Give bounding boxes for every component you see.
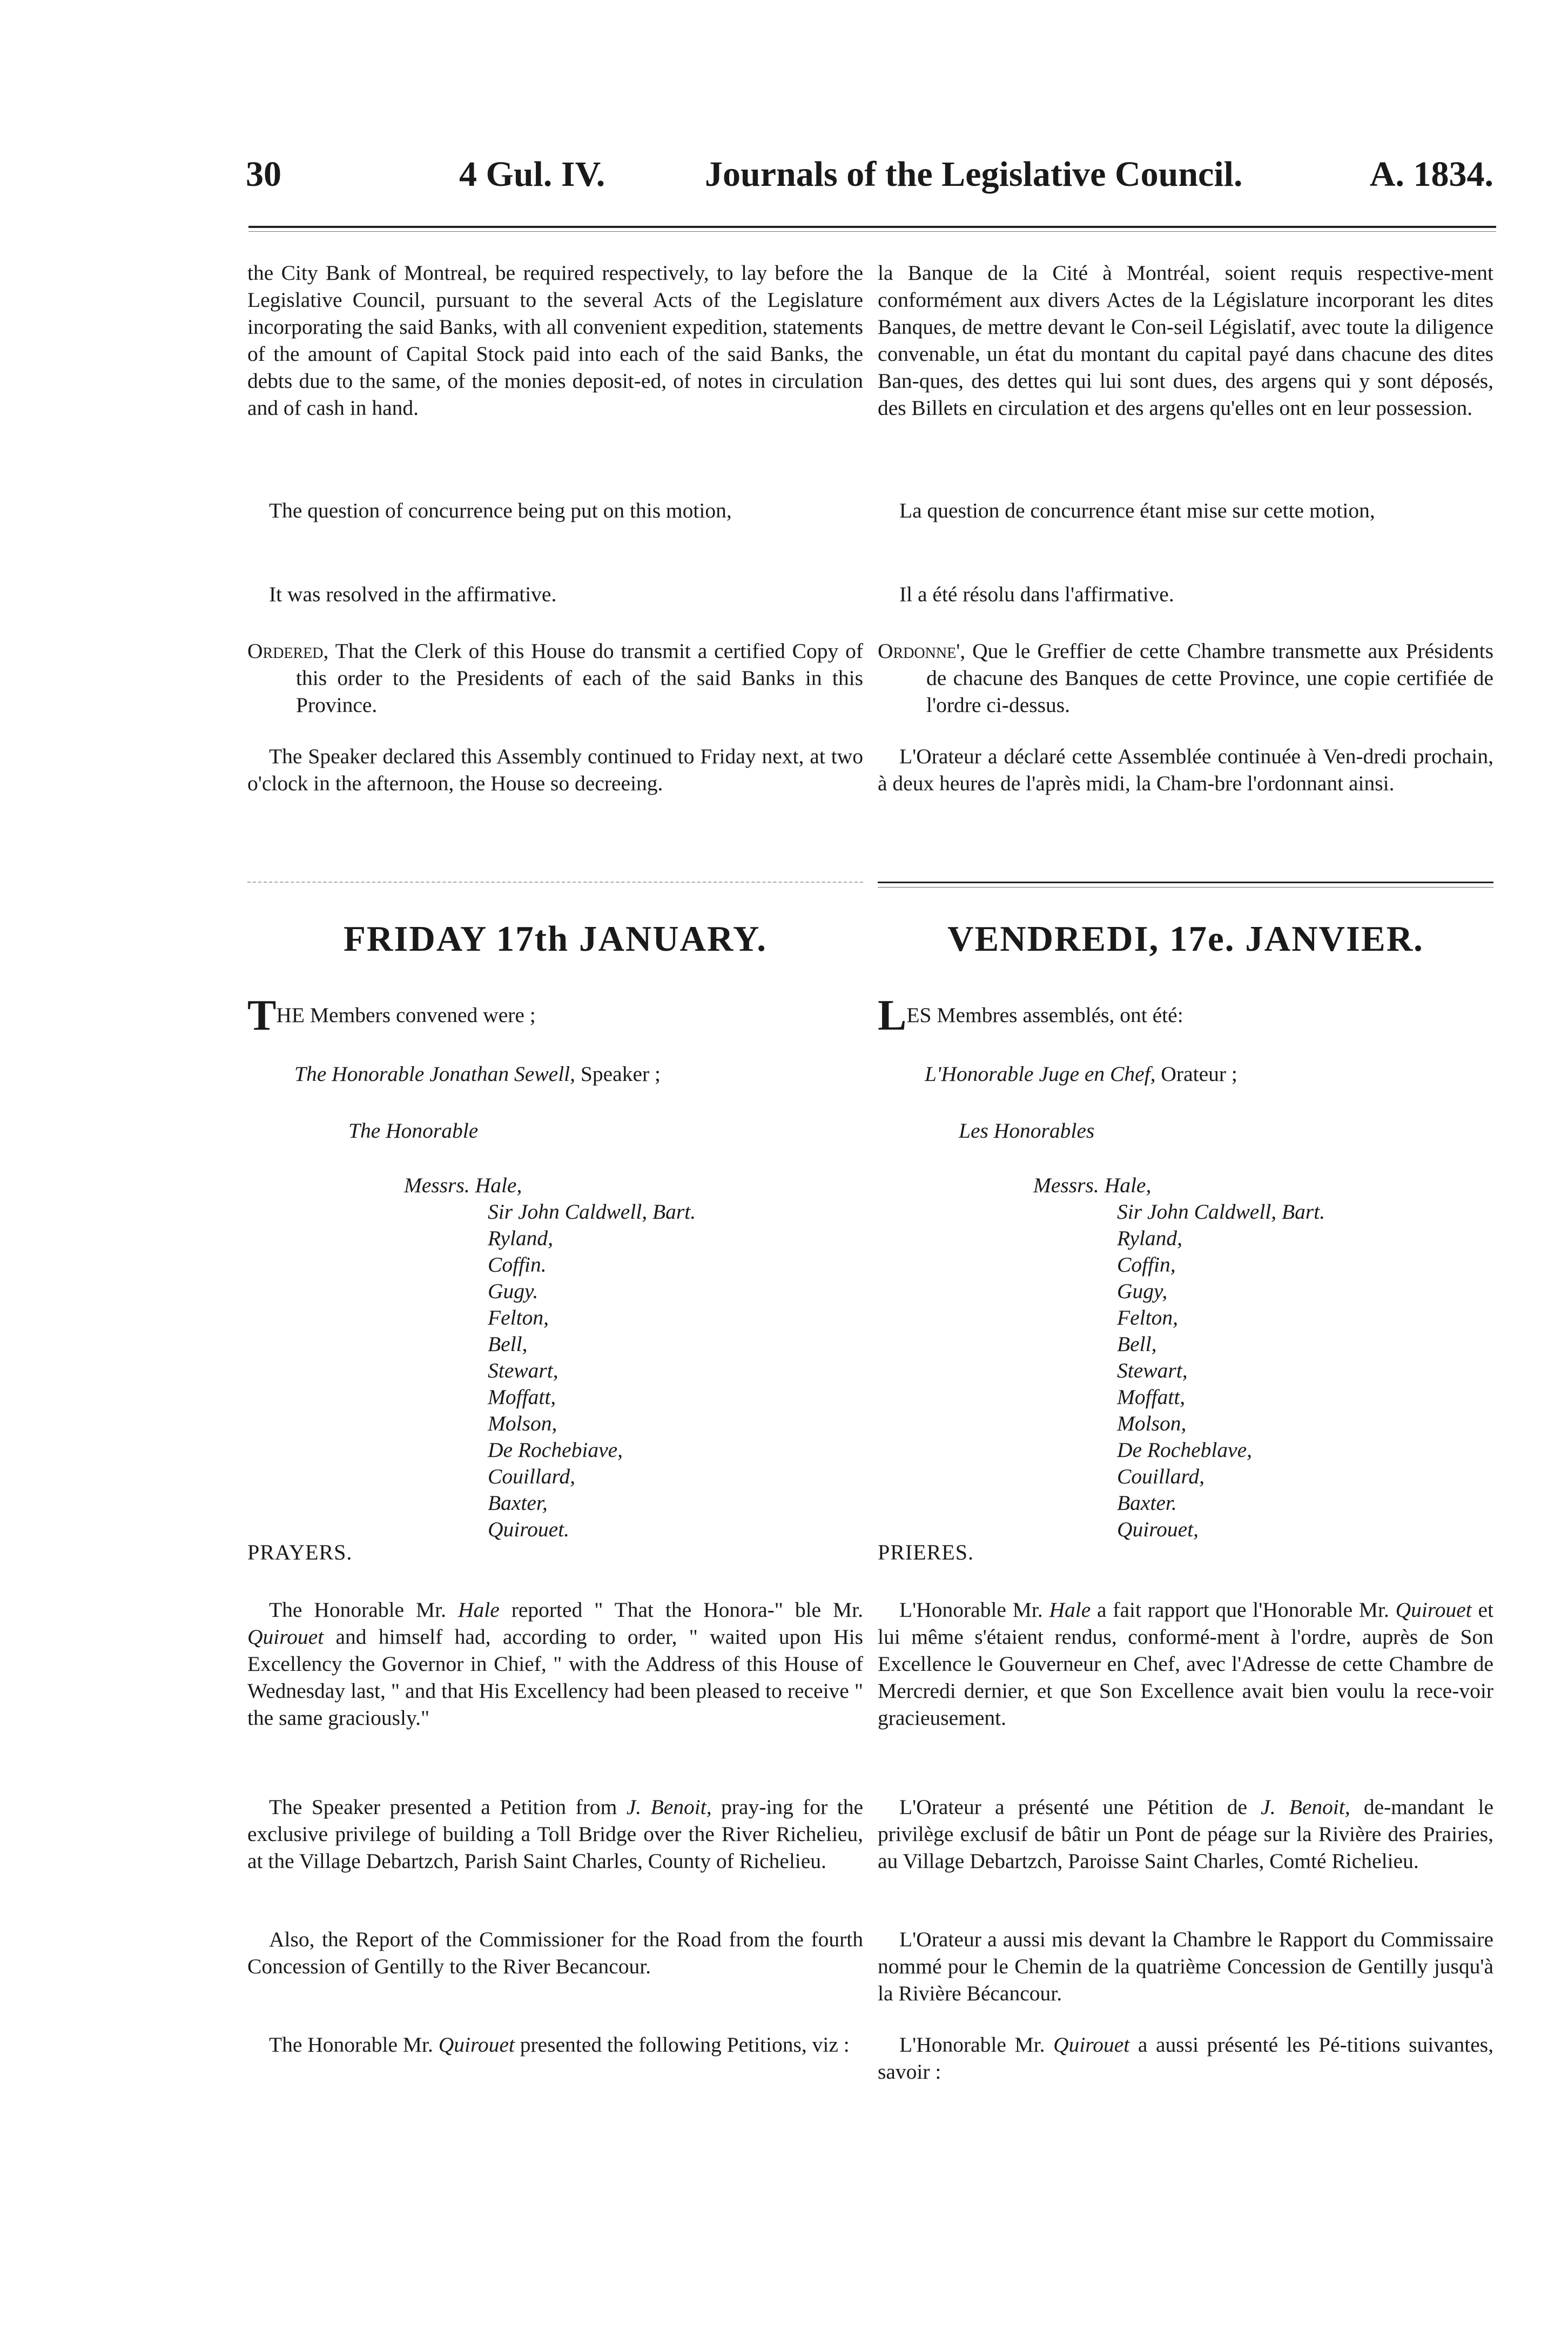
ordered-text: That the Clerk of this House do transmit a certified Copy of this order to the Presidents of each of the said Banks in this Province. [296,639,863,717]
text: pray-ing for the exclusive privilege of building a Toll Bridge over the River Richelieu, at the Village Debartzch, Parish Saint Charles, County of Richelieu. [247,1795,864,1873]
members-text: ES Membres assemblés, ont été: [906,1003,1183,1027]
member-name: Quirouet [1395,1598,1472,1622]
french-report-commissioner: L'Orateur a aussi mis devant la Chambre le Rapport du Commissaire nommé pour le Chemin de la quatrième Concession de Gentilly jusqu'à la Rivière Bécancour. [878,1927,1493,2005]
english-petition-paragraph [247,1793,863,1874]
section-divider-french [878,882,1493,883]
english-report-paragraph [247,1596,863,1731]
speaker-name: L'Honorable Juge en Chef, [925,1062,1156,1086]
ordonne-label: Ordonne', [878,639,966,663]
messrs-line: Messrs. Hale, [1033,1173,1152,1197]
french-continuation: la Banque de la Cité à Montréal, soient requis respective-ment conformément aux divers Actes de la Législature incorporant les dites Banques, de mettre devant le Con-seil Législatif, avec toute la diligence convenable, un état du montant du capital payé dans chacune des dites Ban-ques, des dettes qui lui sont dues, des argens qui y sont déposés, des Billets en circulation et des argens qu'elles ont en leur possession. [878,261,1493,420]
speaker-name: The Honorable Jonathan Sewell, [294,1062,576,1086]
members-text: HE Members convened were ; [276,1003,536,1027]
text: de-mandant le privilège exclusif de bâtir un Pont de péage sur la Rivière des Prairies, au Village Debartzch, Paroisse Saint Charles, Comté Richelieu. [878,1795,1493,1873]
member-name: Felton, [488,1306,549,1329]
regnal-year: 4 Gul. IV. [459,154,605,194]
journal-title: Journals of the Legislative Council. [705,154,1243,194]
french-member-list [1033,1172,1325,1543]
member-name: Felton, [1117,1306,1178,1329]
french-adjournment: L'Orateur a déclaré cette Assemblée continuée à Ven-dredi prochain, à deux heures de l'après midi, la Cham-bre l'ordonnant ainsi. [878,744,1493,795]
header-rule-thin [248,231,1496,232]
text: reported " That the Honora-" ble Mr. [511,1598,863,1622]
running-header [246,154,1493,208]
text: a aussi présenté les Pé-titions suivantes, savoir : [878,2033,1494,2084]
member-name: Stewart, [488,1359,558,1382]
member-name: Molson, [1117,1412,1187,1435]
section-divider-english [247,882,863,883]
french-petitions-presented [878,2031,1493,2085]
speaker-role: Orateur ; [1161,1062,1237,1086]
member-name: Molson, [488,1412,557,1435]
speaker-role: Speaker ; [580,1062,661,1086]
messrs-line: Messrs. Hale, [404,1173,522,1197]
member-name: Sir John Caldwell, Bart. [488,1200,696,1224]
member-name: Moffatt, [1117,1385,1186,1409]
text: et lui même s'étaient rendus, conformé-ment à l'ordre, auprès de Son Excellence le Gouverneur en Chef, avec l'Adresse de cette Chambre de Mercredi dernier, et que Son Excellence avait bien voulu la rece-voir gracieusement. [878,1598,1494,1730]
english-resolved: It was resolved in the affirmative. [269,582,557,606]
member-name: Couillard, [488,1464,576,1488]
header-rule [248,226,1496,228]
french-members-convened [878,994,1183,1037]
section-divider-french-thin [878,887,1493,888]
english-honorable: The Honorable [348,1119,479,1143]
english-adjournment: The Speaker declared this Assembly continued to Friday next, at two o'clock in the afternoon, the House so decreeing. [247,744,863,795]
english-continuation: the City Bank of Montreal, be required respectively, to lay before the Legislative Council, pursuant to the several Acts of the Legislature incorporating the said Banks, with all convenient expedition, statements of the amount of Capital Stock paid into each of the said Banks, the debts due to the same, of the monies deposit-ed, of notes in circulation and of cash in hand. [247,261,863,420]
member-name: Coffin. [488,1253,547,1276]
member-name: Bell, [1117,1332,1157,1356]
member-name: De Rochebiave, [488,1438,623,1462]
member-name: Stewart, [1117,1359,1188,1382]
text: L'Honorable Mr. [899,1598,1043,1622]
french-prayers-heading: PRIERES. [878,1540,974,1564]
french-petition-paragraph [878,1793,1493,1874]
english-speaker-line [294,1061,661,1086]
english-members-convened [247,994,536,1037]
french-honorable: Les Honorables [959,1119,1095,1143]
member-name: Ryland, [488,1226,554,1250]
french-day-heading: VENDREDI, 17e. JANVIER. [947,919,1424,959]
text: The Speaker presented a Petition from [269,1795,617,1819]
member-name: Ryland, [1117,1226,1183,1250]
member-name: Quirouet, [1117,1517,1199,1541]
text: The Honorable Mr. [269,1598,446,1622]
member-name: De Rocheblave, [1117,1438,1253,1462]
member-name: Hale [457,1598,500,1622]
english-ordered [247,637,863,718]
member-name: Quirouet [247,1625,324,1649]
member-name: Coffin, [1117,1253,1176,1276]
member-name: Hale [1049,1598,1091,1622]
ordered-label: Ordered, [247,639,329,663]
text: L'Honorable Mr. [899,2033,1045,2057]
text: a fait rapport que l'Honorable Mr. [1097,1598,1389,1622]
member-name: Quirouet [438,2033,515,2057]
member-name: Sir John Caldwell, Bart. [1117,1200,1325,1224]
english-prayers-heading: PRAYERS. [247,1540,353,1564]
page-number: 30 [246,154,281,194]
member-name: Quirouet. [488,1517,570,1541]
text: L'Orateur a présenté une Pétition de [899,1795,1247,1819]
english-member-list [404,1172,696,1543]
text: and himself had, according to order, " waited upon His Excellency the Governor in Chief, " with the Address of this House of Wednesday last, " and that His Excellency had been pleased to receive " the same graciously." [247,1625,863,1730]
petitioner-name: J. Benoit, [626,1795,712,1819]
drop-cap: L [878,992,907,1039]
member-name: Gugy. [488,1279,539,1303]
french-report-paragraph [878,1596,1493,1731]
member-name: Baxter, [488,1491,548,1515]
member-name: Bell, [488,1332,528,1356]
english-report-commissioner: Also, the Report of the Commissioner for the Road from the fourth Concession of Gentilly to the River Becancour. [247,1927,863,1978]
french-speaker-line [925,1061,1237,1086]
petitioner-name: J. Benoit, [1261,1795,1350,1819]
member-name: Quirouet [1053,2033,1130,2057]
french-ordered [878,637,1493,718]
drop-cap: T [247,992,277,1039]
text: The Honorable Mr. [269,2033,433,2057]
french-resolved: Il a été résolu dans l'affirmative. [899,582,1174,606]
member-name: Couillard, [1117,1464,1205,1488]
member-name: Gugy, [1117,1279,1168,1303]
text: presented the following Petitions, viz : [520,2033,850,2057]
french-question: La question de concurrence étant mise sur cette motion, [899,499,1375,522]
member-name: Moffatt, [488,1385,556,1409]
english-petitions-presented [247,2031,863,2058]
member-name: Baxter. [1117,1491,1177,1515]
year: A. 1834. [1369,154,1493,194]
english-day-heading: FRIDAY 17th JANUARY. [343,919,768,959]
ordonne-text: Que le Greffier de cette Chambre transmette aux Présidents de chacune des Banques de cette Province, une copie certifiée de l'ordre ci-dessus. [926,639,1494,717]
english-question: The question of concurrence being put on this motion, [269,499,732,522]
